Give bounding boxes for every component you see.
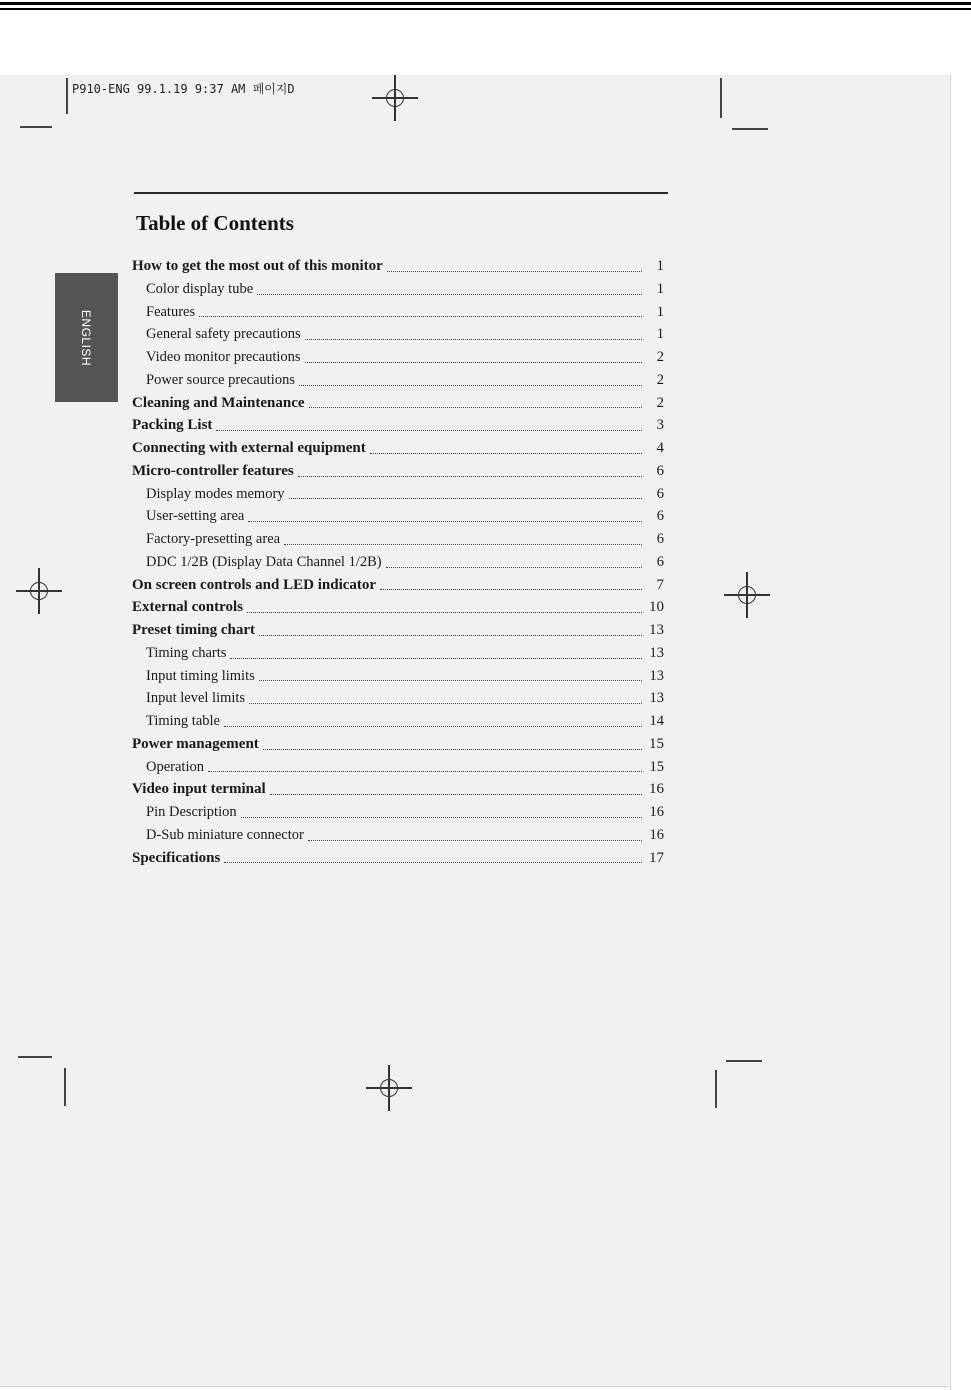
crop-mark bbox=[720, 78, 722, 118]
toc-entry-label: D-Sub miniature connector bbox=[146, 826, 304, 843]
toc-entry[interactable] bbox=[132, 619, 664, 642]
dot-leader bbox=[298, 475, 642, 477]
dot-leader bbox=[308, 839, 642, 841]
crop-mark bbox=[726, 1060, 762, 1062]
toc-entry[interactable] bbox=[132, 414, 664, 437]
toc-entry-page: 1 bbox=[656, 280, 664, 297]
toc-entry-label: Input level limits bbox=[146, 690, 246, 707]
dot-leader bbox=[309, 406, 642, 408]
dot-leader bbox=[305, 361, 642, 363]
dot-leader bbox=[247, 611, 642, 613]
table-of-contents bbox=[132, 255, 664, 869]
toc-entry[interactable] bbox=[132, 824, 664, 847]
toc-entry[interactable] bbox=[132, 255, 664, 278]
toc-entry-label: Operation bbox=[146, 758, 204, 775]
toc-entry-label: DDC 1/2B (Display Data Channel 1/2B) bbox=[146, 553, 382, 570]
toc-entry[interactable] bbox=[132, 301, 664, 324]
toc-entry[interactable] bbox=[132, 483, 664, 506]
dot-leader bbox=[386, 566, 642, 568]
toc-entry[interactable] bbox=[132, 551, 664, 574]
toc-entry-label: External controls bbox=[132, 599, 243, 616]
toc-entry-label: General safety precautions bbox=[146, 326, 301, 343]
toc-entry-page: 6 bbox=[656, 553, 664, 570]
crop-mark bbox=[66, 78, 68, 114]
toc-entry-label: Color display tube bbox=[146, 280, 254, 297]
toc-entry-label: Cleaning and Maintenance bbox=[132, 394, 305, 411]
crop-mark bbox=[18, 1056, 52, 1058]
toc-entry-label: User-setting area bbox=[146, 508, 245, 525]
toc-entry[interactable] bbox=[132, 687, 664, 710]
toc-entry-page: 16 bbox=[649, 804, 664, 820]
toc-entry-page: 3 bbox=[656, 417, 664, 434]
toc-entry-page: 10 bbox=[649, 599, 664, 616]
toc-entry[interactable] bbox=[132, 733, 664, 756]
dot-leader bbox=[284, 543, 642, 545]
toc-entry-label: Video monitor precautions bbox=[146, 349, 301, 365]
print-slug: P910-ENG 99.1.19 9:37 AM 페이지D bbox=[72, 82, 295, 96]
toc-entry-label: Video input terminal bbox=[132, 781, 266, 798]
toc-entry[interactable] bbox=[132, 437, 664, 460]
toc-entry-page: 7 bbox=[656, 576, 664, 593]
toc-entry-page: 16 bbox=[649, 826, 664, 843]
toc-entry-label: Preset timing chart bbox=[132, 622, 256, 638]
toc-entry-label: Pin Description bbox=[146, 804, 237, 820]
toc-entry[interactable] bbox=[132, 710, 664, 733]
title-rule bbox=[134, 192, 668, 194]
page-bottom-edge bbox=[0, 1386, 950, 1387]
toc-entry-label: Micro-controller features bbox=[132, 462, 294, 479]
dot-leader bbox=[230, 657, 642, 659]
page-title: Table of Contents bbox=[136, 211, 294, 235]
header-rule-thick bbox=[0, 2, 971, 5]
toc-entry[interactable] bbox=[132, 392, 664, 415]
dot-leader bbox=[370, 452, 642, 454]
toc-entry-label: Timing charts bbox=[146, 644, 227, 661]
toc-entry[interactable] bbox=[132, 460, 664, 483]
toc-entry[interactable] bbox=[132, 801, 664, 824]
toc-entry[interactable] bbox=[132, 665, 664, 688]
toc-entry-page: 15 bbox=[649, 735, 664, 752]
toc-entry-label: Features bbox=[146, 303, 196, 320]
toc-entry[interactable] bbox=[132, 756, 664, 779]
toc-entry-page: 13 bbox=[649, 690, 664, 707]
toc-entry-page: 13 bbox=[649, 644, 664, 661]
toc-entry[interactable] bbox=[132, 642, 664, 665]
toc-entry-page: 4 bbox=[656, 440, 664, 456]
toc-entry-label: Input timing limits bbox=[146, 667, 255, 684]
toc-entry-label: Power management bbox=[132, 735, 259, 752]
toc-entry-page: 1 bbox=[656, 303, 664, 320]
dot-leader bbox=[259, 679, 642, 681]
registration-mark-icon bbox=[16, 568, 62, 614]
toc-entry-label: Power source precautions bbox=[146, 371, 295, 388]
toc-entry[interactable] bbox=[132, 369, 664, 392]
toc-entry-page: 17 bbox=[649, 849, 664, 866]
dot-leader bbox=[224, 725, 642, 727]
dot-leader bbox=[270, 793, 642, 795]
toc-entry[interactable] bbox=[132, 278, 664, 301]
toc-entry[interactable] bbox=[132, 778, 664, 801]
crop-mark bbox=[64, 1068, 66, 1106]
dot-leader bbox=[289, 497, 642, 499]
dot-leader bbox=[208, 770, 642, 772]
scrollbar-track[interactable] bbox=[950, 75, 971, 1390]
registration-mark-icon bbox=[366, 1065, 412, 1111]
toc-entry[interactable] bbox=[132, 847, 664, 870]
dot-leader bbox=[199, 315, 642, 317]
dot-leader bbox=[299, 384, 642, 386]
toc-entry-label: Connecting with external equipment bbox=[132, 440, 366, 456]
toc-entry[interactable] bbox=[132, 505, 664, 528]
dot-leader bbox=[224, 861, 642, 863]
dot-leader bbox=[249, 702, 642, 704]
toc-entry[interactable] bbox=[132, 346, 664, 369]
toc-entry-page: 6 bbox=[656, 508, 664, 525]
toc-entry-page: 13 bbox=[649, 667, 664, 684]
language-tab bbox=[55, 273, 118, 402]
toc-entry-label: Display modes memory bbox=[146, 485, 285, 502]
toc-entry[interactable] bbox=[132, 323, 664, 346]
crop-mark bbox=[715, 1070, 717, 1108]
toc-entry-page: 2 bbox=[656, 371, 664, 388]
toc-entry-page: 6 bbox=[656, 462, 664, 479]
registration-mark-icon bbox=[724, 572, 770, 618]
toc-entry-page: 15 bbox=[649, 758, 664, 775]
toc-entry-page: 2 bbox=[656, 394, 664, 411]
toc-entry-page: 1 bbox=[656, 326, 664, 343]
toc-entry-page: 6 bbox=[656, 531, 664, 547]
dot-leader bbox=[387, 270, 642, 272]
crop-mark bbox=[20, 126, 52, 128]
dot-leader bbox=[241, 816, 642, 818]
registration-mark-icon bbox=[372, 75, 418, 121]
dot-leader bbox=[380, 588, 642, 590]
header-rule-thin bbox=[0, 8, 971, 10]
toc-entry-page: 1 bbox=[656, 258, 664, 274]
dot-leader bbox=[248, 520, 642, 522]
toc-entry-page: 6 bbox=[656, 485, 664, 502]
crop-mark bbox=[732, 128, 768, 130]
toc-entry-page: 13 bbox=[649, 622, 664, 638]
language-tab-label: ENGLISH bbox=[79, 309, 94, 366]
toc-entry-page: 2 bbox=[656, 349, 664, 365]
dot-leader bbox=[257, 293, 642, 295]
toc-entry-label: Timing table bbox=[146, 713, 220, 729]
dot-leader bbox=[259, 634, 642, 636]
toc-entry[interactable] bbox=[132, 528, 664, 551]
toc-entry-page: 16 bbox=[649, 781, 664, 798]
toc-entry-label: Factory-presetting area bbox=[146, 531, 281, 547]
toc-entry-label: Packing List bbox=[132, 417, 213, 434]
dot-leader bbox=[216, 429, 642, 431]
toc-entry-label: How to get the most out of this monitor bbox=[132, 258, 383, 274]
dot-leader bbox=[305, 338, 642, 340]
toc-entry-page: 14 bbox=[649, 713, 664, 729]
dot-leader bbox=[263, 748, 642, 750]
toc-entry[interactable] bbox=[132, 574, 664, 597]
toc-entry-label: Specifications bbox=[132, 849, 221, 866]
toc-entry[interactable] bbox=[132, 596, 664, 619]
toc-entry-label: On screen controls and LED indicator bbox=[132, 576, 377, 593]
